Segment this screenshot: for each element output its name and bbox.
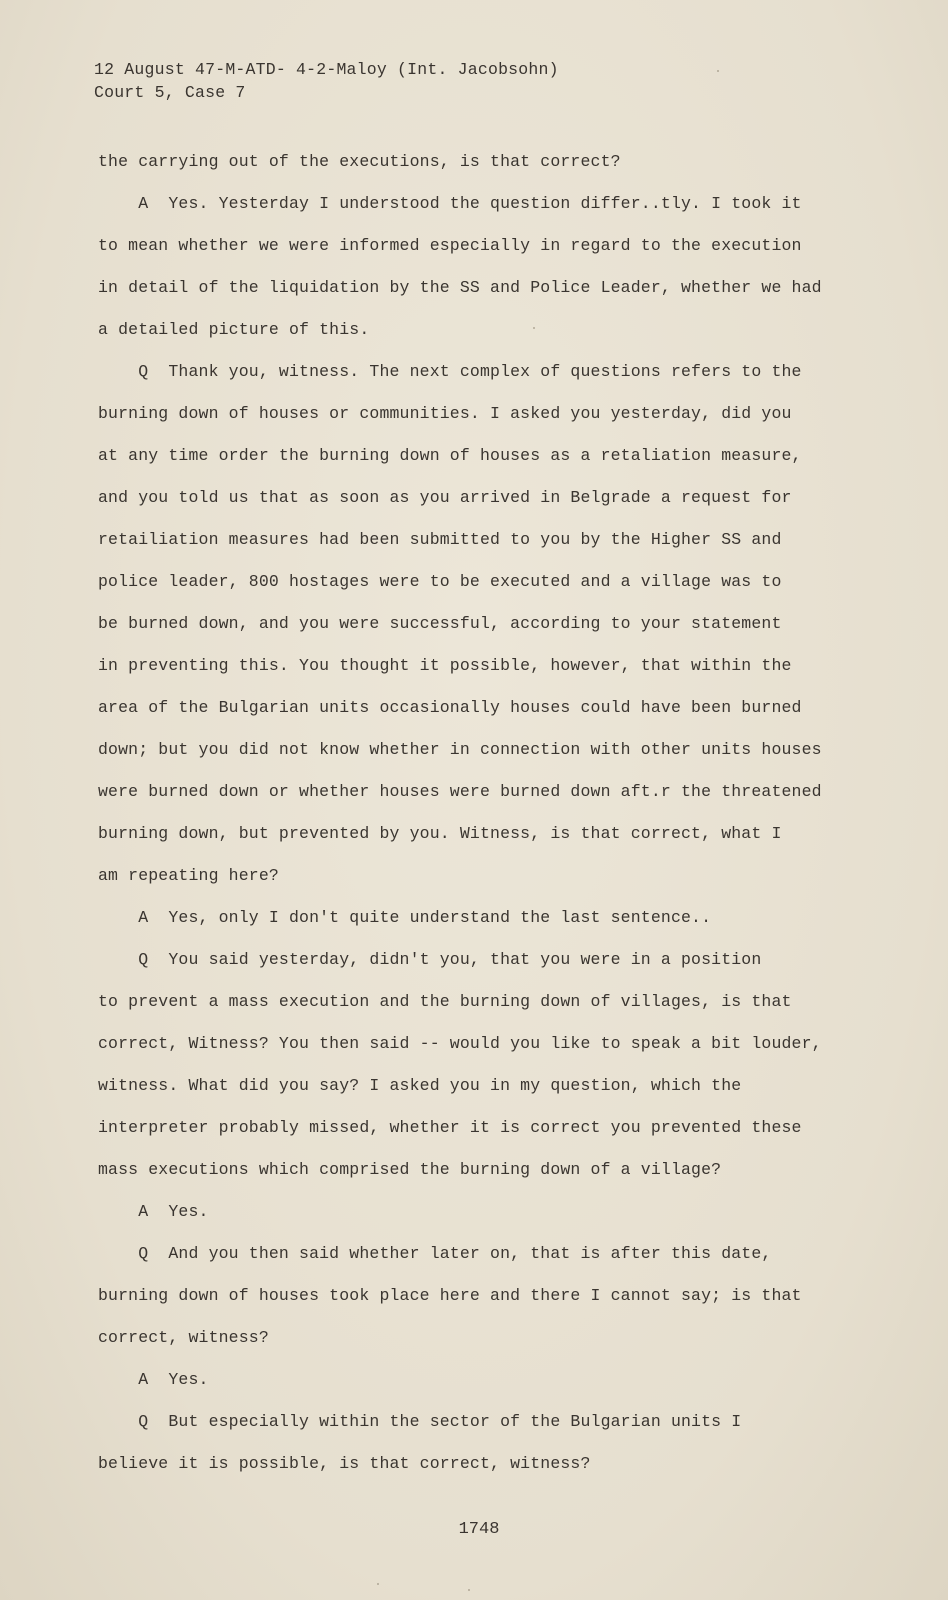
- header-line-court-case: Court 5, Case 7: [94, 83, 246, 102]
- transcript-line: burning down, but prevented by you. Witness, is that correct, what I: [98, 824, 782, 843]
- header-line-date-session: 12 August 47-M-ATD- 4-2-Maloy (Int. Jacobsohn): [94, 60, 559, 79]
- transcript-line: were burned down or whether houses were burned down aft.r the threatened: [98, 782, 822, 801]
- transcript-line: down; but you did not know whether in connection with other units houses: [98, 740, 822, 759]
- transcript-line: at any time order the burning down of houses as a retaliation measure,: [98, 446, 802, 465]
- paper-speck: [533, 327, 535, 329]
- transcript-line: believe it is possible, is that correct, witness?: [98, 1454, 591, 1473]
- transcript-line: the carrying out of the executions, is that correct?: [98, 152, 621, 171]
- transcript-line: am repeating here?: [98, 866, 279, 885]
- transcript-line: Q You said yesterday, didn't you, that you were in a position: [98, 950, 762, 969]
- transcript-line: A Yes. Yesterday I understood the question differ..tly. I took it: [98, 194, 802, 213]
- transcript-line: burning down of houses took place here and there I cannot say; is that: [98, 1286, 802, 1305]
- transcript-line: Q And you then said whether later on, that is after this date,: [98, 1244, 772, 1263]
- transcript-line: A Yes, only I don't quite understand the last sentence..: [98, 908, 712, 927]
- paper-speck: [717, 70, 719, 72]
- transcript-line: mass executions which comprised the burning down of a village?: [98, 1160, 722, 1179]
- paper-speck: [377, 1583, 379, 1585]
- transcript-line: interpreter probably missed, whether it is correct you prevented these: [98, 1118, 802, 1137]
- transcript-line: be burned down, and you were successful, according to your statement: [98, 614, 782, 633]
- transcript-line: witness. What did you say? I asked you in my question, which the: [98, 1076, 742, 1095]
- transcript-line: in detail of the liquidation by the SS and Police Leader, whether we had: [98, 278, 822, 297]
- transcript-line: and you told us that as soon as you arrived in Belgrade a request for: [98, 488, 792, 507]
- transcript-line: to mean whether we were informed especially in regard to the execution: [98, 236, 802, 255]
- transcript-line: police leader, 800 hostages were to be executed and a village was to: [98, 572, 782, 591]
- transcript-line: correct, witness?: [98, 1328, 269, 1347]
- transcript-line: to prevent a mass execution and the burning down of villages, is that: [98, 992, 792, 1011]
- transcript-line: area of the Bulgarian units occasionally houses could have been burned: [98, 698, 802, 717]
- transcript-line: retailiation measures had been submitted to you by the Higher SS and: [98, 530, 782, 549]
- transcript-line: Q But especially within the sector of the Bulgarian units I: [98, 1412, 742, 1431]
- transcript-line: correct, Witness? You then said -- would you like to speak a bit louder,: [98, 1034, 822, 1053]
- transcript-line: a detailed picture of this.: [98, 320, 370, 339]
- transcript-line: A Yes.: [98, 1202, 209, 1221]
- transcript-line: in preventing this. You thought it possible, however, that within the: [98, 656, 792, 675]
- transcript-line: Q Thank you, witness. The next complex of questions refers to the: [98, 362, 802, 381]
- transcript-line: burning down of houses or communities. I asked you yesterday, did you: [98, 404, 792, 423]
- paper-speck: [468, 1589, 470, 1591]
- document-header: [94, 58, 559, 104]
- page-number: 1748: [458, 1520, 500, 1539]
- transcript-line: A Yes.: [98, 1370, 209, 1389]
